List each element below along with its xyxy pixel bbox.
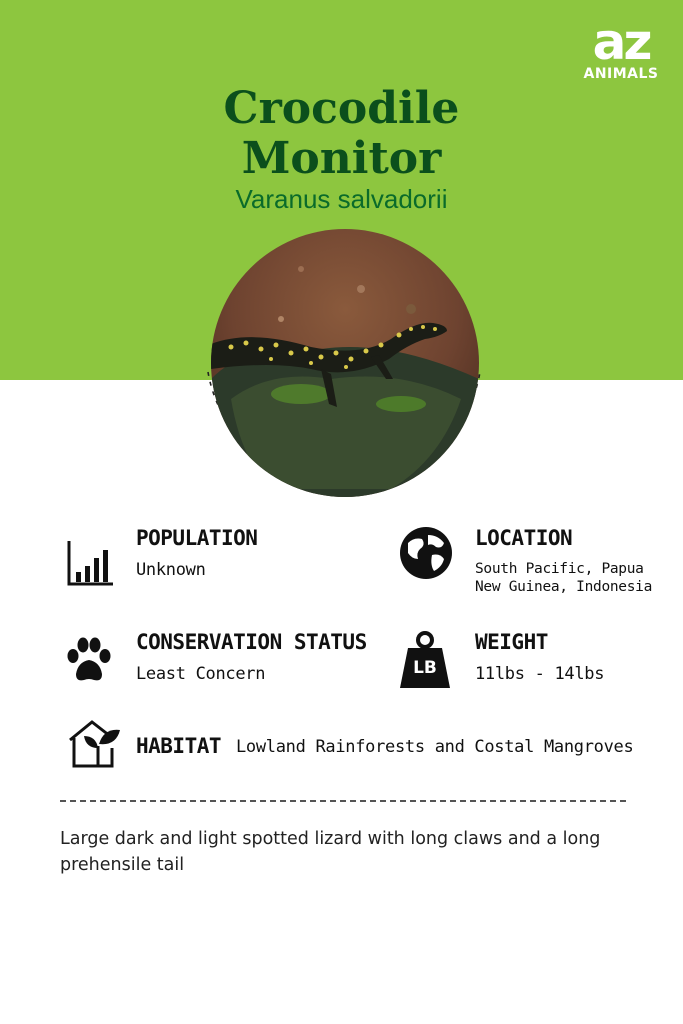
conservation-value: Least Concern <box>136 664 266 684</box>
logo-sub-text: ANIMALS <box>583 66 659 82</box>
weight-stat <box>475 630 604 684</box>
habitat-label: HABITAT <box>136 734 222 758</box>
logo-main-text: az <box>592 13 650 71</box>
population-label: POPULATION <box>136 526 258 550</box>
section-divider <box>60 800 626 802</box>
habitat-value: Lowland Rainforests and Costal Mangroves <box>236 737 634 757</box>
weight-value: 11lbs - 14lbs <box>475 664 605 684</box>
weight-icon <box>398 630 452 690</box>
animal-name-line1: Crocodile <box>223 83 460 134</box>
animal-name <box>80 84 603 184</box>
location-stat <box>475 526 652 596</box>
location-value-line2: New Guinea, Indonesia <box>475 579 653 595</box>
location-value <box>475 560 652 596</box>
scientific-name: Varanus salvadorii <box>235 184 448 214</box>
weight-label: WEIGHT <box>475 630 548 654</box>
house-plant-icon <box>66 718 122 770</box>
animal-name-line2: Monitor <box>241 133 442 184</box>
population-value: Unknown <box>136 560 206 580</box>
globe-icon <box>398 525 454 581</box>
conservation-label: CONSERVATION STATUS <box>136 630 367 654</box>
animal-photo <box>211 229 479 497</box>
animal-description: Large dark and light spotted lizard with long claws and a long prehensile tail <box>60 829 601 875</box>
location-value-line1: South Pacific, Papua <box>475 561 644 577</box>
lizard-illustration <box>211 229 479 497</box>
paw-icon <box>64 636 114 684</box>
weight-icon-text: LB <box>413 658 437 678</box>
az-animals-logo[interactable] <box>576 13 666 86</box>
conservation-stat <box>136 630 367 684</box>
population-stat <box>136 526 257 580</box>
habitat-stat <box>136 734 221 758</box>
bar-chart-icon <box>66 538 116 588</box>
location-label: LOCATION <box>475 526 573 550</box>
